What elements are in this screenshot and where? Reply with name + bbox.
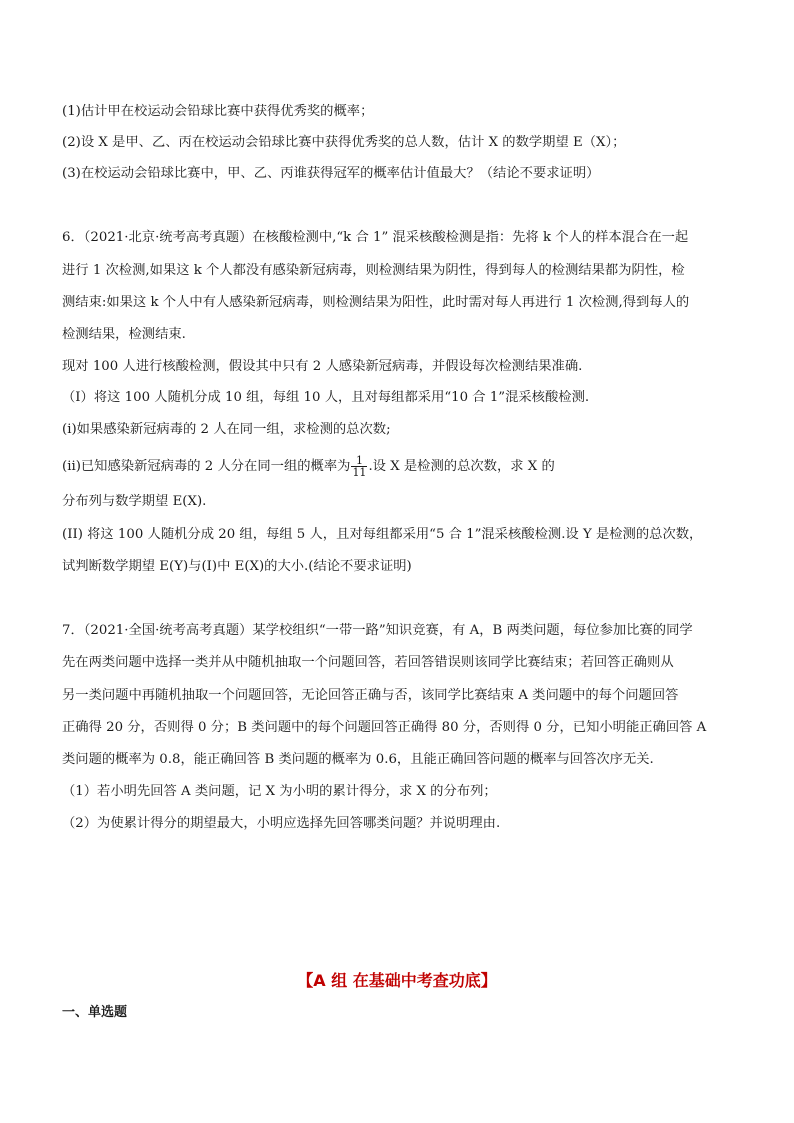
- section-title: 【A 组 在基础中考查功底】: [297, 971, 497, 990]
- q6-line-4: 检测结果，检测结束.: [62, 327, 186, 342]
- q7-line-5: 类问题的概率为 0.8，能正确回答 B 类问题的概率为 0.6，且能正确回答问题的概率与回答次序无关.: [62, 752, 654, 767]
- q5-item-1: (1)估计甲在校运动会铅球比赛中获得优秀奖的概率；: [62, 104, 374, 119]
- fraction-numerator: 1: [355, 454, 363, 467]
- q7-line-7: （2）为使累计得分的期望最大，小明应选择先回答哪类问题？并说明理由.: [62, 816, 501, 831]
- q6-ii-before: (ii)已知感染新冠病毒的 2 人分在同一组的概率为: [62, 459, 351, 474]
- q5-item-2: (2)设 X 是甲、乙、丙在校运动会铅球比赛中获得优秀奖的总人数，估计 X 的数学期望 E（X）；: [62, 135, 626, 150]
- q6-line-1: 6．（2021·北京·统考高考真题）在核酸检测中,“k 合 1” 混采核酸检测是指：先将 k 个人的样本混合在一起: [62, 230, 689, 245]
- q6-line-7: (i)如果感染新冠病毒的 2 人在同一组，求检测的总次数;: [62, 422, 391, 437]
- q6-line-5: 现对 100 人进行核酸检测，假设其中只有 2 人感染新冠病毒，并假设每次检测结果准确.: [62, 359, 583, 374]
- q6-line-2: 进行 1 次检测,如果这 k 个人都没有感染新冠病毒，则检测结果为阴性，得到每人的检测结果都为阴性，检: [62, 263, 685, 278]
- q6-line-ii: [62, 455, 555, 478]
- q7-line-4: 正确得 20 分，否则得 0 分；B 类问题中的每个问题回答正确得 80 分，否则得 0 分，已知小明能正确回答 A: [62, 720, 707, 735]
- section-subheading: 一、单选题: [62, 1005, 128, 1020]
- q6-line-8: 分布列与数学期望 E(X).: [62, 494, 207, 509]
- q7-line-3: 另一类问题中再随机抽取一个问题回答，无论回答正确与否，该同学比赛结束 A 类问题中的每个问题回答: [62, 688, 679, 703]
- q7-line-2: 先在两类问题中选择一类并从中随机抽取一个问题回答，若回答错误则该同学比赛结束；若回答正确则从: [62, 655, 674, 670]
- q6-line-10: 试判断数学期望 E(Y)与(I)中 E(X)的大小.(结论不要求证明): [62, 559, 412, 574]
- q7-line-1: 7．（2021·全国·统考高考真题）某学校组织“一带一路”知识竞赛，有 A，B 两类问题，每位参加比赛的同学: [62, 623, 693, 638]
- q6-line-3: 测结束:如果这 k 个人中有人感染新冠病毒，则检测结果为阳性，此时需对每人再进行 1 次检测,得到每人的: [62, 295, 690, 310]
- q7-line-6: （1）若小明先回答 A 类问题，记 X 为小明的累计得分，求 X 的分布列；: [62, 784, 497, 799]
- fraction-denominator: 11: [352, 466, 367, 479]
- q6-ii-fraction: [351, 455, 367, 478]
- q5-item-3: (3)在校运动会铅球比赛中，甲、乙、丙谁获得冠军的概率估计值最大？（结论不要求证明）: [62, 166, 600, 181]
- q6-ii-after: .设 X 是检测的总次数，求 X 的: [368, 459, 555, 474]
- q6-line-9: (II) 将这 100 人随机分成 20 组，每组 5 人，且对每组都采用“5 合 1”混采核酸检测.设 Y 是检测的总次数，: [62, 527, 703, 542]
- q6-line-6: （I）将这 100 人随机分成 10 组，每组 10 人，且对每组都采用“10 合 1”混采核酸检测.: [62, 390, 590, 405]
